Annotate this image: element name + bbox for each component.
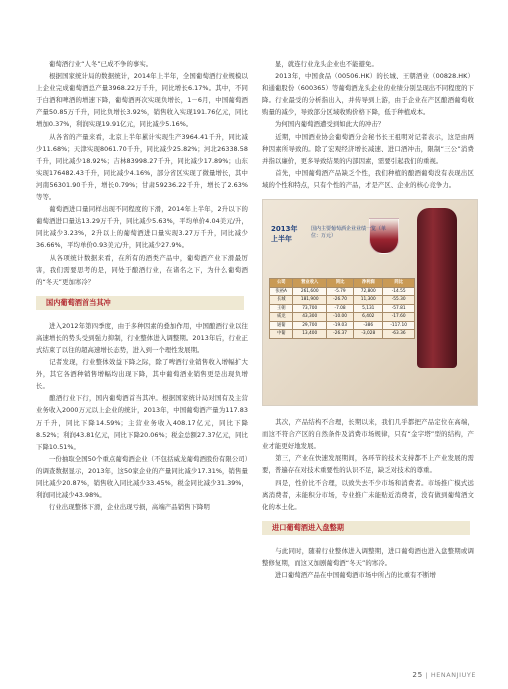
page-footer: [412, 670, 476, 679]
page-number: 25: [412, 670, 423, 679]
paragraph: 记者发现，行业整体效益下降之际，除了啤酒行业销售收入增幅扩大外，其它各酒种销售增幅均出现下降，其中葡萄酒业销售更是出现负增长。: [36, 358, 248, 391]
wine-bottle-image: [417, 208, 457, 368]
table-cell: 王朝: [270, 304, 293, 313]
table-cell: 13,400: [293, 330, 327, 339]
left-paragraphs: [36, 58, 248, 288]
table-cell: 中葡: [270, 330, 293, 339]
table-cell: -7.08: [327, 304, 354, 313]
paragraph: 第三，产业在快速发展期间，各环节的技术支持都不上产业发展的需要，普遍存在对技术重要性的认识不足，缺乏对技术的尊重。: [262, 454, 474, 475]
paragraph: 进入2012年第四季度，由于多种因素的叠加作用，中国酿酒行业以往高速增长的势头受到强力抑制，行业整体进入调整期。2013年后，行业正式结束了以往的超高速增长态势，进入到一个理性发展期。: [36, 321, 248, 354]
table-cell: -26.37: [327, 330, 354, 339]
table-cell: 长城: [270, 296, 293, 305]
paragraph: 显，就连行业龙头企业也不能避免。: [262, 60, 378, 68]
table-cell: 261,600: [293, 287, 327, 296]
paragraph: 根据国家统计局的数据统计，2014年上半年，全国葡萄酒行业规模以上企业完成葡萄酒总产量3968.22万千升，同比增长6.17%。其中，不同于白酒和啤酒的增速下降，葡萄酒再次实现负增长，1－6月，中国葡萄酒产量50.85万千升，同比负增长3.92%，销售收入实现191.76亿元，同比增加0.37%，利润实现19.91亿元，同比减少5.16%。: [36, 72, 248, 129]
table-cell: -117.10: [383, 321, 415, 330]
paragraph: 其次，产品结构不合理，长期以来，我们几乎都把产品定位在高端，而这不符合产区的自然条件及消费市场规律，只有“金字塔”型的结构，产业才能更好地发展。: [262, 418, 474, 451]
table-cell: -17.60: [383, 313, 415, 322]
paragraph: 与此同时，随着行业整体进入调整期，进口葡萄酒也进入盘整期或调整修复期，而这又加剧葡萄酒“冬天”的寒冷。: [262, 546, 474, 567]
right-paragraphs-2: [262, 416, 474, 513]
left-column: [36, 58, 248, 513]
table-cell: 29,700: [293, 321, 327, 330]
figure-title: 2013年 上半年: [271, 225, 298, 244]
table-cell: 181,900: [293, 296, 327, 305]
table-cell: 张裕A: [270, 287, 293, 296]
table-row: [270, 321, 415, 330]
table-header-cell: 净利润: [354, 279, 383, 288]
table-header-cell: 同比: [327, 279, 354, 288]
table-cell: 通葡: [270, 321, 293, 330]
section-title-imported: 进口葡萄酒进入盘整期: [262, 521, 470, 535]
table-cell: -26.70: [327, 296, 354, 305]
table-cell: 威龙: [270, 313, 293, 322]
paragraph: 近期，中国酒业协会葡萄酒分会秘书长王祖明对记者表示，这是由两种因素所导致的。除了宏观经济增长减速、进口酒冲击，限制“三公”消费并指以廉价，更多导致结果的内部因素，需要引起我们的重视。: [262, 132, 474, 165]
table-cell: 5,131: [354, 304, 383, 313]
table-cell: -10.00: [327, 313, 354, 322]
left-paragraphs-2: [36, 320, 248, 514]
paragraph: 2013年，中国食品（00506.HK）的长城、王朝酒业（00828.HK）和通葡股份（600365）等葡萄酒龙头企业的业绩分别呈现出不同程度的下降。行业最受的分析指出入，并传导到上游，由于企业在产区酿酒葡萄收购量的减少，导致部分区域收购价格下降，低于种植成本。: [262, 72, 474, 117]
table-row: [270, 296, 415, 305]
table-cell: -386: [354, 321, 383, 330]
table-row: [270, 304, 415, 313]
paragraph: 从各省的产量来看，北京上半年累计实现生产3964.41千升，同比减少11.68%；天津实现8061.70千升，同比减少25.82%；河北26338.58千升，同比减少18.92%；吉林83998.27千升，同比减少17.89%；山东实现176482.43千升，同比减少4.16%，部分省区实现了微量增长，其中河南56301.90千升，增长0.79%；甘肃59236.22千升，增长了2.63%等等。: [36, 132, 248, 202]
table-cell: 73,700: [293, 304, 327, 313]
figure-table-body: [270, 287, 415, 338]
paragraph: 为何国内葡萄酒遭受到如此大的冲击？: [262, 120, 385, 129]
table-header-cell: 同比: [383, 279, 415, 288]
paragraph: 进口葡萄酒产品在中国葡萄酒市场中所占的比重有不断增: [262, 570, 436, 579]
figure-table: [269, 278, 415, 339]
paragraph: 四是，性价比不合理，以致失去不少市场和消费者。市场推广模式远离消费者，未能积分市场，专业推广未能贴近消费者，没有做到葡萄酒文化的本土化。: [262, 478, 474, 511]
table-header-cell: 营业收入: [293, 279, 327, 288]
right-paragraphs-3: [262, 545, 474, 581]
table-cell: -55.30: [383, 296, 415, 305]
figure-table-header: [270, 279, 415, 288]
table-cell: 6,402: [354, 313, 383, 322]
paragraph: 一份抽取全国50个重点葡萄酒企业（不包括威龙葡萄酒股份有限公司）的调查数据显示，2013年，这50家企业的产量同比减少17.31%，销售量同比减少20.87%，销售收入同比减少33.45%，税金同比减少31.39%，利润同比减少43.98%。: [36, 454, 248, 500]
footer-separator: |: [425, 671, 429, 679]
table-row: [270, 313, 415, 322]
table-cell: 11,300: [354, 296, 383, 305]
table-header-cell: 公司: [270, 279, 293, 288]
section-title-domestic: 国内葡萄酒首当其冲: [36, 296, 244, 310]
table-cell: -14.55: [383, 287, 415, 296]
right-paragraphs: [262, 58, 474, 191]
paragraph: 首先，中国葡萄酒产品缺乏个性，我们种植的酿酒葡萄没有表现出区域的个性和特点，只有个性的产品，才是产区、企业的核心竞争力。: [262, 168, 474, 189]
paragraph: 从各项统计数据来看，在所有的酒类产品中，葡萄酒产业下滑最厉害，我们需要思考的是，同处于酿酒行业，在诸名之下，为什么葡萄酒的“冬天”更加寒冷？: [36, 253, 248, 286]
magazine-name: HENANJIUYE: [430, 671, 476, 679]
table-cell: -19.03: [327, 321, 354, 330]
paragraph: 行业出现整体下滑，企业出现亏损，高端产品销售下降明: [36, 503, 210, 512]
paragraph: 酿酒行业下行，国内葡萄酒首当其冲。根据国家统计局对国有及主营业务收入2000万元以上企业的统计，2013年，中国葡萄酒产量为117.83万千升，同比下降14.59%；主营业务收入408.17亿元，同比下降8.52%；利润43.81亿元，同比下降20.06%；税金总额27.37亿元，同比下降10.51%。: [36, 394, 248, 451]
paragraph: 葡萄酒进口量同样出现不同程度的下滑，2014年上半年，2升以下的葡萄酒进口量达13.29万千升，同比减少5.63%，平均单价4.04美元/升，同比减少3.23%，2升以上的葡萄酒进口量实现3.27万千升，同比减少36.66%，平均单价0.93美元/升，同比减少27.9%。: [36, 205, 248, 250]
table-cell: -5.79: [327, 287, 354, 296]
table-cell: 72,800: [354, 287, 383, 296]
figure-subtitle: 国内主要葡萄酒企业业绩一览（单位：万元）: [311, 226, 387, 240]
wine-figure: [262, 199, 478, 406]
table-cell: -63.36: [383, 330, 415, 339]
table-cell: -57.81: [383, 304, 415, 313]
table-row: [270, 330, 415, 339]
right-column: [262, 58, 474, 581]
table-row: [270, 287, 415, 296]
table-cell: 43,300: [293, 313, 327, 322]
table-cell: -3,028: [354, 330, 383, 339]
paragraph: 葡萄酒行业“人冬”已成不争的事实。: [36, 60, 153, 68]
